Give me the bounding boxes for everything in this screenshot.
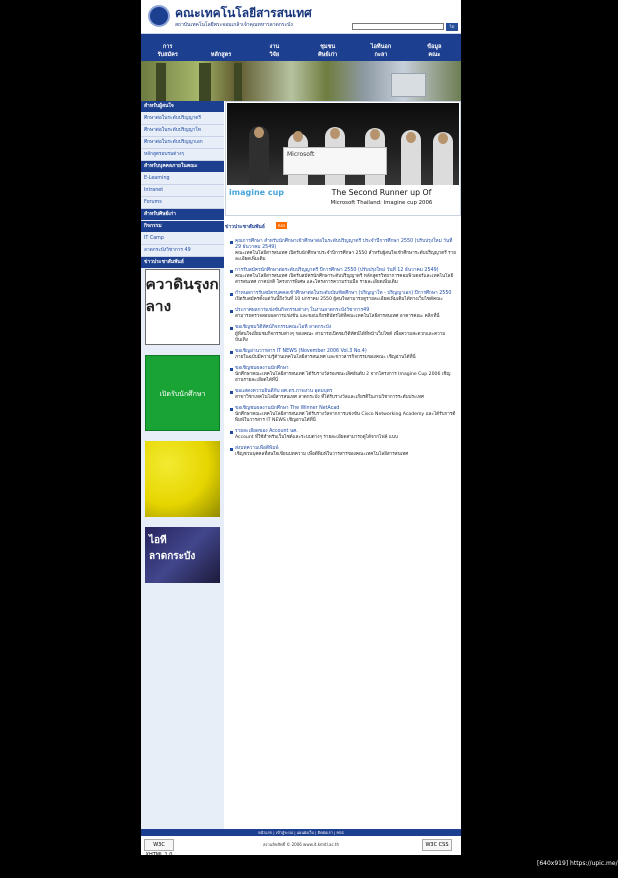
sidebar-link[interactable]: Intranet xyxy=(141,185,224,197)
footer-nav[interactable]: หน้าแรก | เข้าสู่ระบบ | แผนผังเว็บ | ติดต่อเรา | RSS xyxy=(141,829,461,836)
hero-title: The Second Runner up Of xyxy=(331,188,432,197)
news-item xyxy=(230,406,458,424)
nav-it-outside[interactable]: ไอทีนอก กะลา xyxy=(370,44,392,58)
sidebar-link[interactable]: ศึกษาต่อในระดับปริญญาโท xyxy=(141,125,224,137)
site-footer xyxy=(141,829,461,858)
promo-banner[interactable]: ควาดินรุงกลาง xyxy=(145,269,220,345)
news-title-link[interactable]: ขอเชิญชมวิดีทัศน์กิจกรรมคณะไอที ลาดกระบัง xyxy=(230,325,458,331)
copyright: สงวนลิขสิทธิ์ © 2006 www.it.kmitl.ac.th xyxy=(262,842,340,847)
sidebar-link[interactable]: IT Camp xyxy=(141,233,224,245)
nav-admission[interactable]: การ รับสมัคร xyxy=(157,44,178,58)
news-item xyxy=(230,291,458,303)
news-body: คณะเทคโนโลยีสารสนเทศ เปิดรับสมัครนักศึกษาระดับปริญญาตรี หลักสูตรวิทยาการคอมพิวเตอร์และเทคโนโลยีสารสนเทศ ภาคปกติ โครงการพิเศษ และโครงการความร่วมมือ รายละเอียดเพิ่มเติม xyxy=(235,274,454,286)
nav-research[interactable]: งาน วิจัย xyxy=(269,44,280,58)
news-body: คณะเทคโนโลยีสารสนเทศ เปิดรับนักศึกษาประจำปีการศึกษา 2550 สำหรับผู้สนใจเข้าศึกษาระดับปริญญาตรี รายละเอียดเพิ่มเติม xyxy=(235,251,456,263)
news-item xyxy=(230,349,458,361)
nav-curriculum[interactable]: หลักสูตร xyxy=(210,52,232,58)
news-body: Account ที่ใช้สำหรับเว็บไซต์และระบบต่างๆ รายละเอียดสามารถดูได้จากไฟล์ แนบ xyxy=(235,435,398,441)
sidebar-section-title: ข่าวประชาสัมพันธ์ xyxy=(141,257,224,268)
promo-banner[interactable]: เปิดรับนักศึกษา xyxy=(145,355,220,431)
news-body: นักศึกษาคณะเทคโนโลยีสารสนเทศ ได้รับรางวัลรองชนะเลิศอันดับ 2 จากโครงการ Imagine Cup 2006 เชิญอ่านรายละเอียดได้ที่นี่ xyxy=(235,371,451,383)
sidebar-link[interactable]: E-Learning xyxy=(141,173,224,185)
sidebar-section-title: กิจกรรม xyxy=(141,221,224,232)
news-title-link[interactable]: ขอเชิญชมผลงานนักศึกษา xyxy=(230,366,458,372)
news-list xyxy=(230,239,458,463)
news-title-link[interactable]: กำหนดการรับสมัครบุคคลเข้าศึกษาต่อในระดับบัณฑิตศึกษา (ปริญญาโท - ปริญญาเอก) ปีการศึกษา 2550 xyxy=(230,291,458,297)
news-title-link[interactable]: ขอเชิญชมผลงานนักศึกษา The Winner NetAcad xyxy=(230,406,458,412)
sidebar-link[interactable]: ศึกษาต่อในระดับปริญญาเอก xyxy=(141,137,224,149)
news-item xyxy=(230,389,458,401)
award-cheque: Microsoft xyxy=(283,147,387,175)
promo-banner[interactable]: ไอที ลาดกระบัง xyxy=(145,527,220,583)
news-body: เชิญชวนบุคคลที่สนใจเขียนบทความ เพื่อตีพิมพ์ในวารสารของคณะเทคโนโลยีสารสนเทศ xyxy=(235,452,409,458)
site-header xyxy=(141,0,461,34)
sidebar-link[interactable]: ศึกษาต่อในระดับปริญญาตรี xyxy=(141,113,224,125)
xhtml-badge[interactable]: W3C XHTML 1.0 xyxy=(144,839,174,851)
search-input[interactable] xyxy=(352,23,444,30)
page xyxy=(141,0,461,858)
building-icon xyxy=(391,73,426,97)
tree-icon xyxy=(156,63,166,101)
site-title: คณะเทคโนโลยีสารสนเทศ xyxy=(175,6,312,20)
news-body: เปิดรับสมัครตั้งแต่วันนี้ถึงวันที่ 10 มกราคม 2550 ผู้สนใจสามารถดูรายละเอียดเพิ่มเติมได้ทางเว็บไซต์คณะ xyxy=(235,297,443,303)
imagine-cup-logo: imagine cup xyxy=(229,188,285,197)
news-body: สามารถตรวจสอบผลการแข่งขัน และขอบเกียรติบัตรได้ที่คณะเทคโนโลยีสารสนเทศ อาคารคณะ คลิกที่นี่ xyxy=(235,314,440,320)
search-button[interactable]: ไป xyxy=(446,23,458,31)
news-heading: ข่าวประชาสัมพันธ์ xyxy=(225,224,265,230)
tree-icon xyxy=(234,63,242,101)
award-photo xyxy=(227,103,459,185)
news-item xyxy=(230,308,458,320)
rss-badge[interactable]: RSS xyxy=(278,223,286,228)
main-content xyxy=(225,101,461,829)
sidebar-section-title: สำหรับบุคคลภายในคณะ xyxy=(141,161,224,172)
news-title-link[interactable]: รายละเอียดของ Account นศ. xyxy=(230,429,458,435)
sidebar-link[interactable]: Forums xyxy=(141,197,224,209)
news-item xyxy=(230,268,458,286)
sidebar-link[interactable]: ลาดกระบังวิชาการ 49 xyxy=(141,245,224,257)
news-item xyxy=(230,366,458,384)
news-body: ภายในฉบับมีความรู้ด้านเทคโนโลยีสารสนเทศ และข่าวสารกิจกรรมของคณะ เชิญอ่านได้ที่นี่ xyxy=(235,354,416,360)
hero-subtitle: Microsoft Thailand: Imagine cup 2006 xyxy=(330,200,433,206)
hero-banner[interactable] xyxy=(225,101,461,216)
css-badge[interactable]: W3C CSS xyxy=(422,839,452,851)
news-body: ผู้ที่สนใจเยี่ยมชมกิจกรรมต่างๆ ของคณะ สามารถเปิดชมวิดีทัศน์ได้ที่หน้าเว็บไซต์ เพื่อความสะดวกและความบันเทิง xyxy=(235,331,446,343)
news-title-link[interactable]: คุณการศึกษา สำหรับนักศึกษาเข้าศึกษาต่อในระดับปริญญาตรี ประจำปีการศึกษา 2550 (ปรับปรุงใหม่ วันที่ 29 ธันวาคม 2549) xyxy=(230,239,458,251)
news-title-link[interactable]: ประกาศผลการแข่งขันกิจกรรมต่างๆ ในงานลาดกระบังวิชาการ49 xyxy=(230,308,458,314)
news-title-link[interactable]: ส่งบทความเพื่อตีพิมพ์ xyxy=(230,446,458,452)
news-item xyxy=(230,429,458,441)
news-body: นักศึกษาคณะเทคโนโลยีสารสนเทศ ได้รับรางวัลจากการแข่งขัน Cisco Networking Academy และได้รับการตีพิมพ์ในวารสาร IT NEWS เชิญอ่านได้ที่นี่ xyxy=(235,411,456,423)
news-title-link[interactable]: ขอเชิญอ่านวารสาร IT NEWS (November 2006 Vol.3 No.4) xyxy=(230,349,458,355)
main-nav xyxy=(141,34,461,61)
sidebar-section-title: สำหรับศิษย์เก่า xyxy=(141,209,224,220)
upload-stamp: [640x919] https://upic.me/ xyxy=(537,860,618,867)
news-item xyxy=(230,446,458,458)
left-sidebar xyxy=(141,101,224,843)
sidebar-section-title: สำหรับผู้สนใจ xyxy=(141,101,224,112)
faculty-logo-icon xyxy=(148,5,170,27)
news-title-link[interactable]: การรับสมัครนักศึกษาต่อระดับปริญญาตรี ปีการศึกษา 2550 (ปรับปรุงใหม่ วันที่ 12 ธันวาคม 2549) xyxy=(230,268,458,274)
promo-banner[interactable] xyxy=(145,441,220,517)
nav-alumni[interactable]: ชุมชน ศิษย์เก่า xyxy=(318,44,338,58)
tree-icon xyxy=(199,63,211,101)
sidebar-link[interactable]: หลักสูตรอบรมต่างๆ xyxy=(141,149,224,161)
campus-banner xyxy=(141,61,461,101)
site-subtitle: สถาบันเทคโนโลยีพระจอมเกล้าเจ้าคุณทหารลาดกระบัง xyxy=(175,22,293,28)
news-title-link[interactable]: ขอแสดงความยินดีกับ ผศ.ดร.ภาพงาน อุดมบุตร xyxy=(230,389,458,395)
nav-faculty-info[interactable]: ข้อมูล คณะ xyxy=(427,44,442,58)
news-body: สาขาวิชาเทคโนโลยีสารสนเทศ ลาดกระบัง ที่ได้รับรางวัลและเกียรติในงานวิชาการระดับประเทศ xyxy=(235,394,424,400)
news-item xyxy=(230,325,458,343)
news-item xyxy=(230,239,458,263)
